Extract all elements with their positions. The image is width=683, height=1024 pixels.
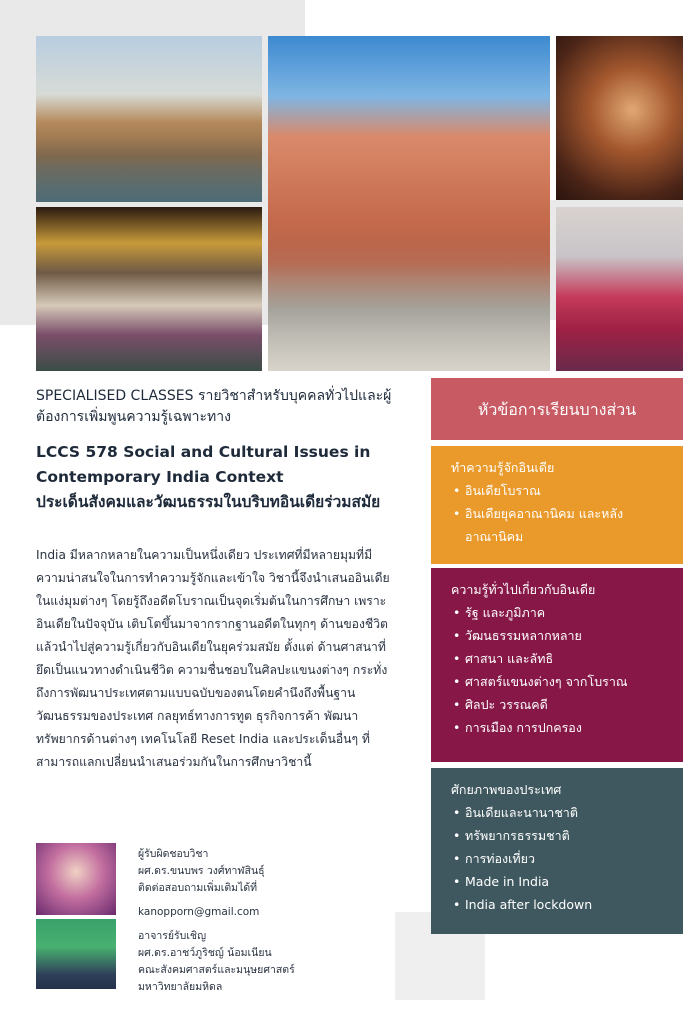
photo-women-group [36,207,262,371]
topic-item: • อินเดียและนานาชาติ [453,801,683,824]
topic-item: • อินเดียยุคอาณานิคม และหลังอาณานิคม [453,502,653,548]
topic-item: • วัฒนธรรมหลากหลาย [453,624,683,647]
topic-group-general-knowledge [431,568,683,762]
topic-group-know-india [431,446,683,564]
course-heading [36,440,416,515]
guest-lecturer-info [138,928,295,996]
topic-group-title: ศักยภาพของประเทศ [451,782,562,797]
topic-group-country-potential [431,768,683,934]
topic-item: • ทรัพยากรธรรมชาติ [453,824,683,847]
topic-item: • การท่องเที่ยว [453,847,683,870]
owner-email[interactable]: kanopporn@gmail.com [138,906,260,918]
guest-role: อาจารย์รับเชิญ [138,930,207,942]
owner-role: ผู้รับผิดชอบวิชา [138,848,209,860]
photo-women-saris [556,207,683,371]
owner-name: ผศ.ดร.ขนบพร วงศ์ทาฬสินธุ์ [138,865,265,877]
photo-aarti-ceremony [556,36,683,200]
topic-item: • อินเดียโบราณ [453,479,683,502]
topic-item: • ศาสตร์แขนงต่างๆ จากโบราณ [453,670,683,693]
photo-varanasi-ghats [36,36,262,202]
intro-text: SPECIALISED CLASSES รายวิชาสำหรับบุคคลทั่วไปและผู้ต้องการเพิ่มพูนความรู้เฉพาะทาง [36,388,392,425]
guest-name: ผศ.ดร.อาชว์ภูริชญ์ น้อมเนียน [138,947,272,959]
course-code-title: LCCS 578 Social and Cultural Issues in Contemporary India Context [36,443,371,486]
photo-hawa-mahal [268,36,550,371]
topic-group-title: ความรู้ทั่วไปเกี่ยวกับอินเดีย [451,582,596,597]
topic-item: • ศิลปะ วรรณคดี [453,693,683,716]
guest-university: มหาวิทยาลัยมหิดล [138,981,223,993]
guest-faculty: คณะสังคมศาสตร์และมนุษยศาสตร์ [138,964,295,976]
topic-item: • การเมือง การปกครอง [453,716,683,739]
topic-item: • ศาสนา และลัทธิ [453,647,683,670]
topic-item: • India after lockdown [453,893,683,916]
topic-item: • รัฐ และภูมิภาค [453,601,683,624]
course-description: India มีหลากหลายในความเป็นหนึ่งเดียว ประเทศที่มีหลายมุมที่มีความน่าสนใจในการทำความรู้จักและเข้าใจ วิชานี้จึงนำเสนออินเดียในแง่มุมต่างๆ โดยรู้ถึงอดีตโบราณเป็นจุดเริ่มต้นในการศึกษา เพราะอินเดียในปัจจุบัน เติบโตขึ้นมาจากรากฐานอดีตในทุกๆ ด้านของชีวิต แล้วนำไปสู่ความรู้เกี่ยวกับอินเดียในยุคร่วมสมัย ตั้งแต่ ด้านศาสนาที่ยึดเป็นแนวทางดำเนินชีวิต ความชื่นชอบในศิลปะแขนงต่างๆ กระทั่งถึงการพัฒนาประเทศตามแบบฉบับของตนโดยคำนึงถึงพื้นฐานวัฒนธรรมของประเทศ กลยุทธ์ทางการทูต ธุรกิจการค้า พัฒนาทรัพยากรด้านต่างๆ เทคโนโลยี Reset India และประเด็นอื่นๆ ที่สามารถแลกเปลี่ยนนำเสนอร่วมกันในการศึกษาวิชานี้ [36,548,390,769]
photo-course-owner [36,843,116,915]
course-title-thai: ประเด็นสังคมและวัฒนธรรมในบริบทอินเดียร่วมสมัย [36,493,381,511]
owner-note: ติดต่อสอบถามเพิ่มเติมได้ที่ [138,882,258,894]
course-owner-info [138,846,265,921]
photo-guest-lecturer [36,919,116,989]
topics-header: หัวข้อการเรียนบางส่วน [431,378,683,440]
topic-item: • Made in India [453,870,683,893]
topic-group-title: ทำความรู้จักอินเดีย [451,460,555,475]
